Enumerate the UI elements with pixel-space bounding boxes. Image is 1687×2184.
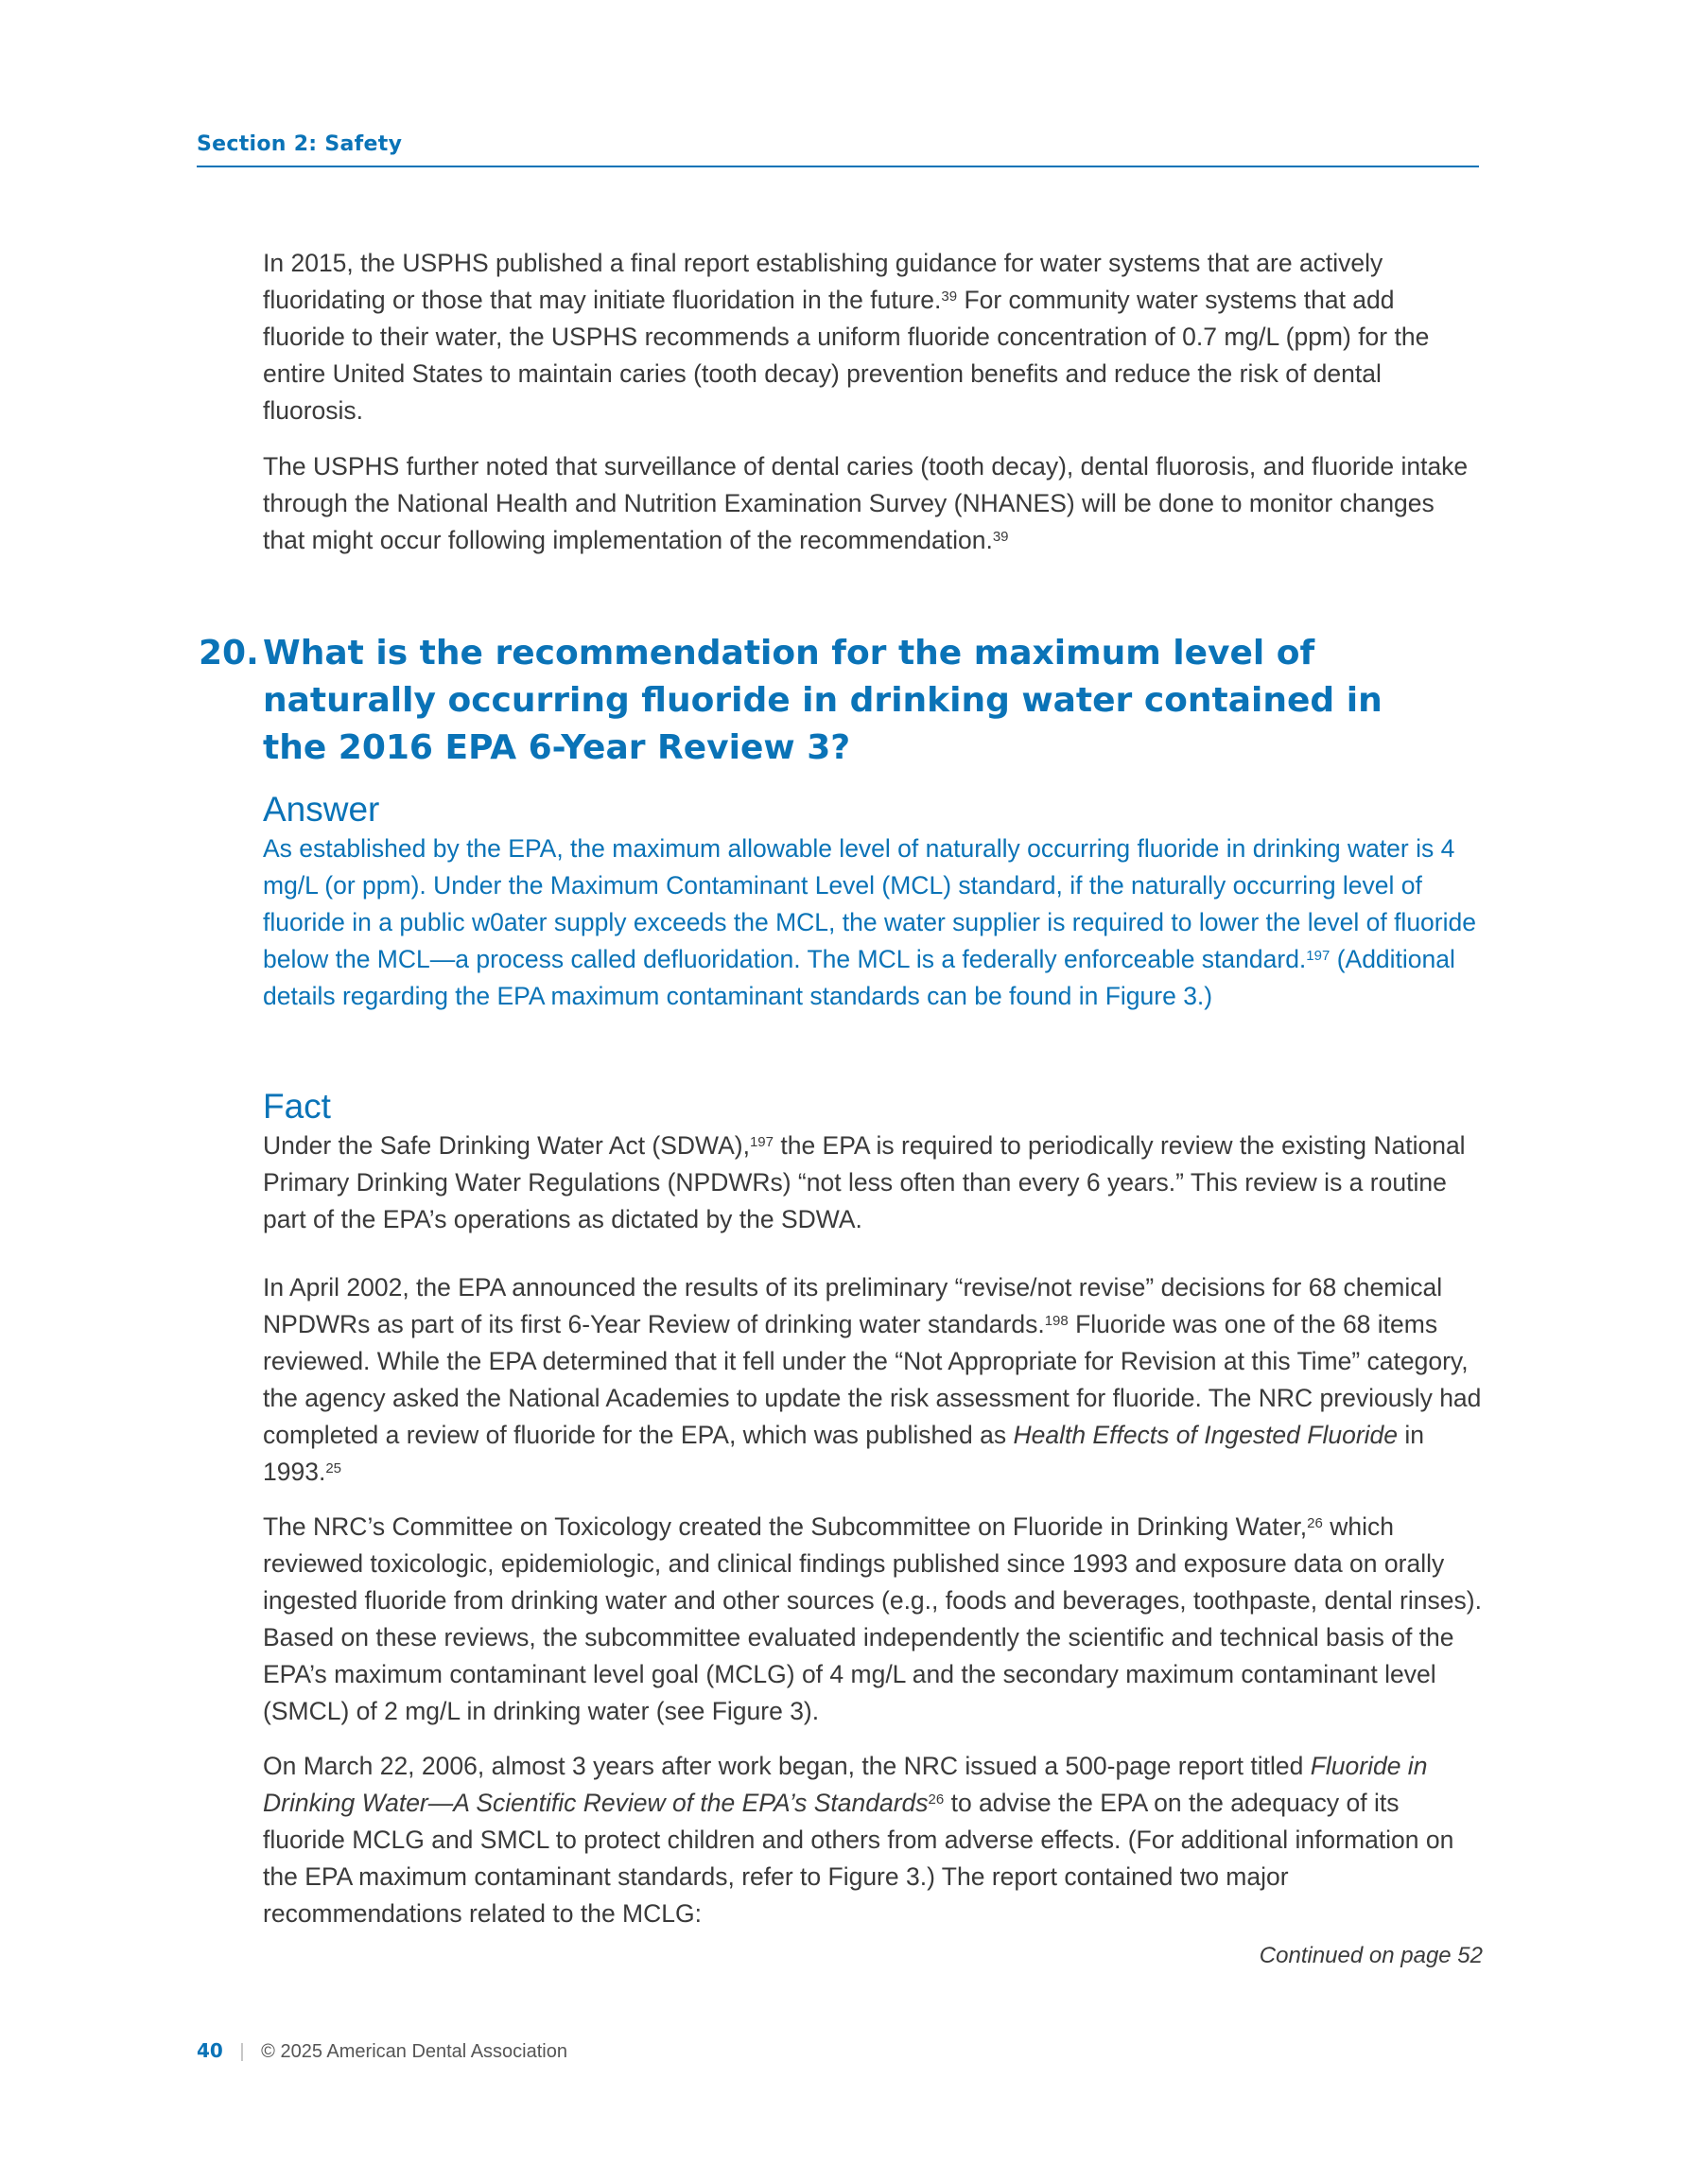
- citation-ref: 197: [749, 1134, 774, 1151]
- text: For community water systems that add fluoride to their water, the USPHS recommends a uniform fluoride concentration of 0.7 mg/L (ppm) for the entire United States to maintain caries (tooth decay) prevention benefits and reduce the risk of dental fluorosis.: [263, 286, 1430, 425]
- citation-ref: 26: [928, 1791, 945, 1808]
- section-divider: [197, 166, 1479, 167]
- text: (Additional details regarding the EPA maximum contaminant standards can be found in Figure 3.): [263, 945, 1455, 1010]
- section-header: [197, 132, 1479, 167]
- citation-ref: 26: [1307, 1515, 1323, 1532]
- intro-paragraph-1: [263, 245, 1483, 429]
- publication-title: Fluoride in Drinking Water—A Scientific Review of the EPA’s Standards: [263, 1752, 1428, 1817]
- question-heading: [199, 630, 1504, 772]
- question-text: What is the recommendation for the maximum level of naturally occurring fluoride in drinking water contained in the 2016 EPA 6-Year Review 3?: [263, 634, 1383, 767]
- copyright: © 2025 American Dental Association: [261, 2041, 567, 2062]
- intro-paragraph-2: [263, 448, 1483, 559]
- text: As established by the EPA, the maximum allowable level of naturally occurring fluoride in drinking water is 4 mg/L (or ppm). Under the Maximum Contaminant Level (MCL) standard, if the naturally occurring level of fluoride in a public w0ater supply exceeds the MCL, the water supplier is required to lower the level of fluoride below the MCL—a process called defluoridation. The MCL is a federally enforceable standard.: [263, 834, 1476, 973]
- citation-ref: 39: [992, 529, 1009, 546]
- fact-heading: Fact: [263, 1087, 331, 1126]
- section-title: Section 2: Safety: [197, 132, 403, 156]
- fact-paragraph-1: [263, 1127, 1483, 1238]
- fact-paragraph-4: [263, 1748, 1483, 1932]
- footer-separator: |: [239, 2041, 245, 2062]
- page-footer: [197, 2039, 567, 2063]
- citation-ref: 39: [941, 288, 958, 306]
- fact-section: [263, 1086, 1483, 1238]
- text: On March 22, 2006, almost 3 years after work began, the NRC issued a 500-page report titled: [263, 1752, 1311, 1780]
- answer-paragraph: [263, 830, 1483, 1015]
- text: Fluoride was one of the 68 items reviewed. While the EPA determined that it fell under the “Not Appropriate for Revision at this Time” category, the agency asked the National Academies to update the risk assessment for fluoride. The NRC previously had completed a review of fluoride for the EPA, which was published as: [263, 1310, 1482, 1449]
- citation-ref: 197: [1306, 948, 1330, 965]
- citation-ref: 25: [325, 1460, 342, 1477]
- text: The NRC’s Committee on Toxicology created the Subcommittee on Fluoride in Drinking Water,: [263, 1512, 1308, 1541]
- text: Under the Safe Drinking Water Act (SDWA),: [263, 1131, 750, 1160]
- text: in 1993.: [263, 1421, 1425, 1486]
- continued-note: Continued on page 52: [1259, 1943, 1483, 1968]
- question-number: 20.: [199, 634, 259, 673]
- answer-section: [263, 789, 1483, 1015]
- page-number: 40: [197, 2039, 223, 2062]
- text: to advise the EPA on the adequacy of its fluoride MCLG and SMCL to protect children and others from adverse effects. (For additional information on the EPA maximum contaminant standards, refer to Figure 3.) The report contained two major recommendations related to the MCLG:: [263, 1789, 1454, 1928]
- text: In April 2002, the EPA announced the results of its preliminary “revise/not revise” decisions for 68 chemical NPDWRs as part of its first 6-Year Review of drinking water standards.: [263, 1273, 1443, 1338]
- text: which reviewed toxicologic, epidemiologic, and clinical findings published since 1993 and exposure data on orally ingested fluoride from drinking water and other sources (e.g., foods and beverages, toothpaste, dental rinses). Based on these reviews, the subcommittee evaluated independently the scientific and technical basis of the EPA’s maximum contaminant level goal (MCLG) of 4 mg/L and the secondary maximum contaminant level (SMCL) of 2 mg/L in drinking water (see Figure 3).: [263, 1512, 1482, 1725]
- fact-paragraph-2: [263, 1269, 1483, 1491]
- answer-heading: Answer: [263, 790, 380, 829]
- text: the EPA is required to periodically review the existing National Primary Drinking Water Regulations (NPDWRs) “not less often than every 6 years.” This review is a routine part of the EPA’s operations as dictated by the SDWA.: [263, 1131, 1466, 1233]
- publication-title: Health Effects of Ingested Fluoride: [1013, 1421, 1399, 1449]
- text: In 2015, the USPHS published a final report establishing guidance for water systems that are actively fluoridating or those that may initiate fluoridation in the future.: [263, 249, 1383, 314]
- fact-paragraph-3: [263, 1509, 1483, 1730]
- citation-ref: 198: [1044, 1313, 1069, 1330]
- text: The USPHS further noted that surveillance of dental caries (tooth decay), dental fluorosis, and fluoride intake through the National Health and Nutrition Examination Survey (NHANES) will be done to monitor changes that might occur following implementation of the recommendation.: [263, 452, 1469, 554]
